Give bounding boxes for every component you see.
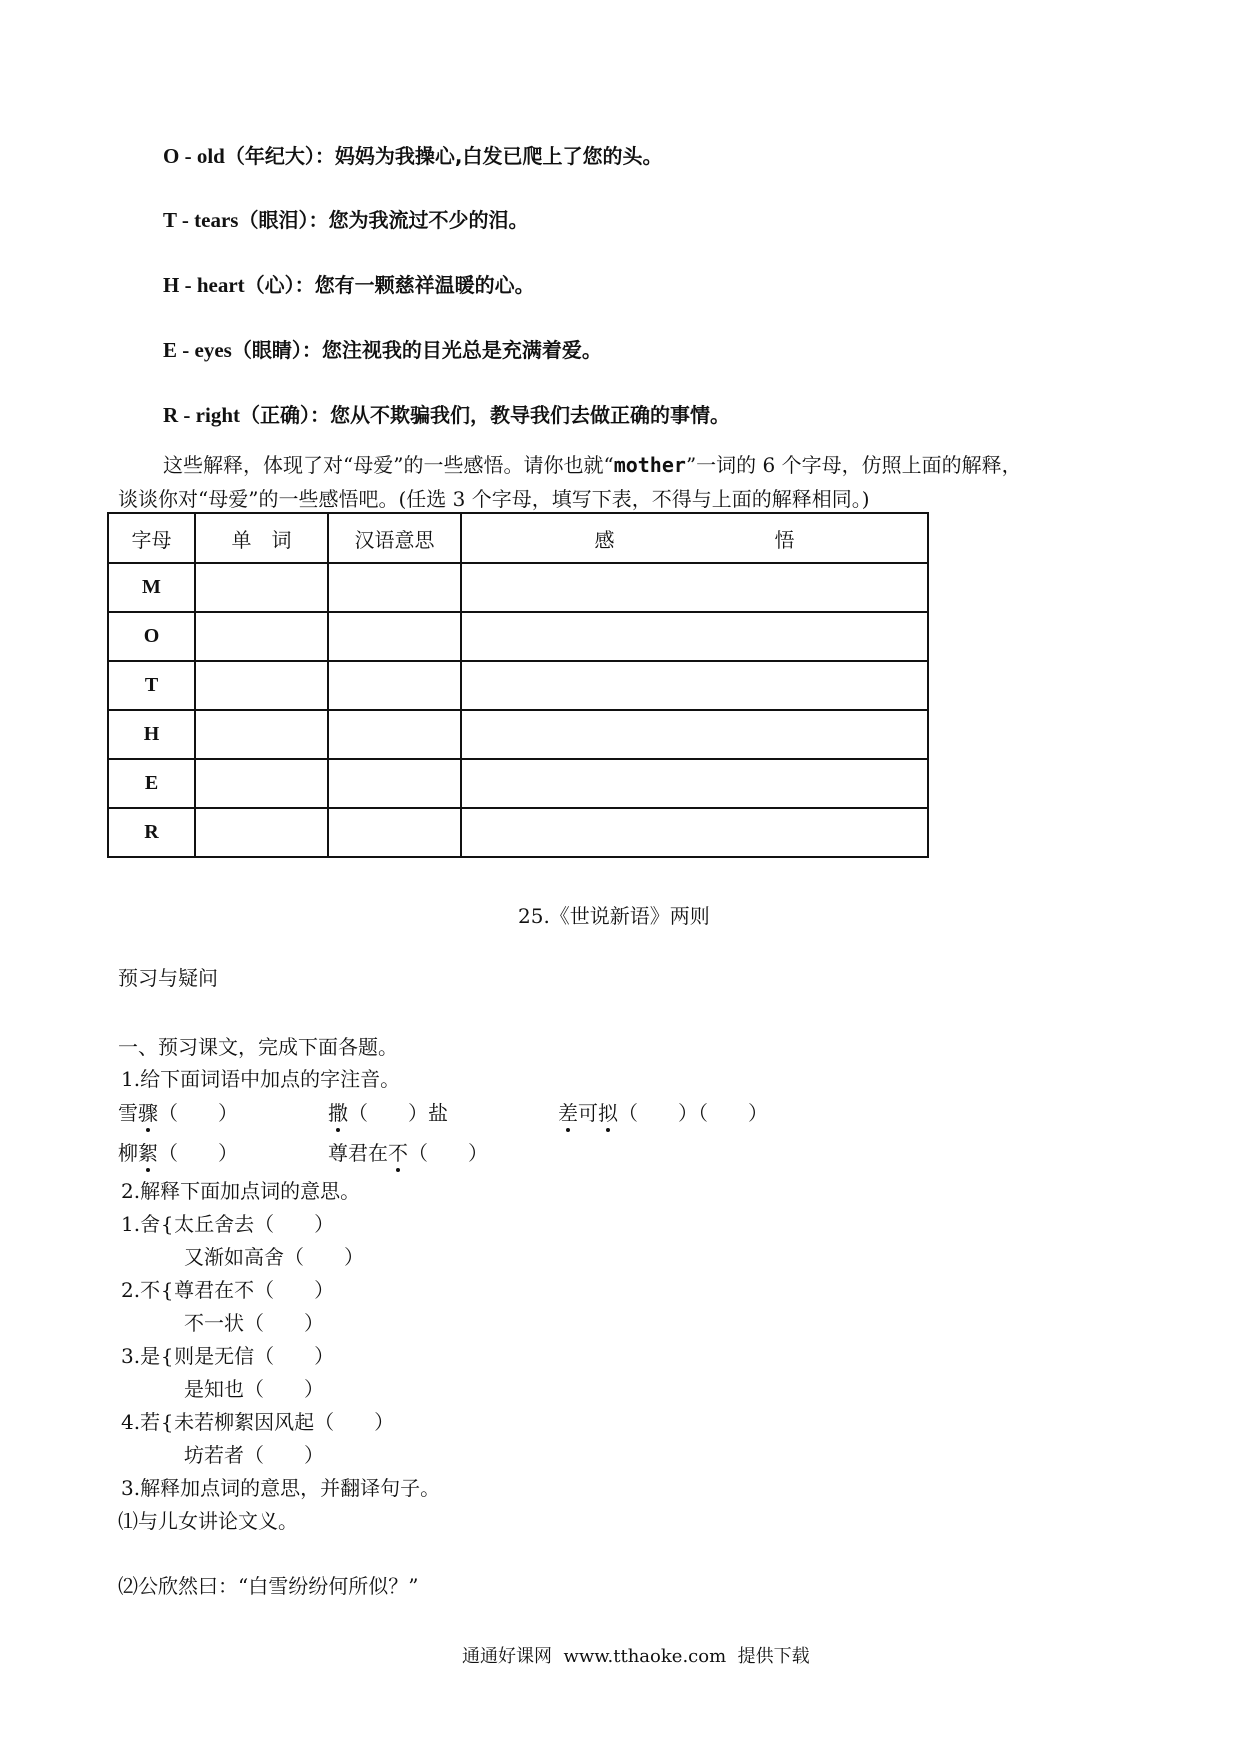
header-letter: 字母 xyxy=(108,513,195,563)
dotted-char: 差 xyxy=(558,1097,578,1126)
meaning-cell[interactable] xyxy=(328,808,461,857)
insight-cell[interactable] xyxy=(461,661,928,710)
table-row xyxy=(108,710,928,759)
q3-item-1: ⑴与儿女讲论文义。 xyxy=(118,1509,298,1533)
row-letter: T xyxy=(108,661,195,710)
meaning-cell[interactable] xyxy=(328,661,461,710)
q2-item-4a: 4.若{未若柳絮因风起（ ） xyxy=(121,1410,395,1434)
acrostic-word: old xyxy=(196,144,225,168)
mother-table xyxy=(107,512,929,858)
insight-cell[interactable] xyxy=(461,759,928,808)
dotted-char: 拟 xyxy=(598,1097,618,1126)
insight-cell[interactable] xyxy=(461,612,928,661)
row-letter: H xyxy=(108,710,195,759)
dotted-char: 撒 xyxy=(328,1097,348,1126)
dotted-char: 絮 xyxy=(138,1137,158,1166)
acrostic-text: ：妈妈为我操心,白发已爬上了您的头。 xyxy=(314,144,663,168)
q2-item-1b: 又渐如高舍（ ） xyxy=(184,1245,364,1269)
keyword-mother: mother xyxy=(613,453,686,477)
word-cell[interactable] xyxy=(195,710,328,759)
acrostic-letter: T xyxy=(163,208,177,232)
acrostic-word: right xyxy=(195,403,240,427)
acrostic-word: heart xyxy=(196,273,245,297)
table-row xyxy=(108,661,928,710)
acrostic-text: ：您有一颗慈祥温暖的心。 xyxy=(294,273,535,297)
table-row xyxy=(108,563,928,612)
pinyin-item-1: 雪骤（ ） xyxy=(118,1097,238,1126)
acrostic-meaning: （心） xyxy=(244,273,295,297)
acrostic-line-e: E - eyes（眼睛）：您注视我的目光总是充满着爱。 xyxy=(163,338,602,362)
pinyin-item-4: 柳絮（ ） xyxy=(118,1137,238,1166)
acrostic-letter: H xyxy=(163,273,180,297)
word-cell[interactable] xyxy=(195,612,328,661)
acrostic-letter: R xyxy=(163,403,179,427)
acrostic-meaning: （正确） xyxy=(240,403,310,427)
dotted-char: 不 xyxy=(388,1137,408,1166)
header-meaning: 汉语意思 xyxy=(328,513,461,563)
q3-item-2: ⑵公欣然曰：“白雪纷纷何所似？” xyxy=(118,1574,419,1598)
instruction-line-2: 谈谈你对“母爱”的一些感悟吧。(任选 3 个字母，填写下表，不得与上面的解释相同。) xyxy=(118,487,870,511)
q2-item-2a: 2.不{尊君在不（ ） xyxy=(121,1278,335,1302)
q2-sub: 2.解释下面加点词的意思。 xyxy=(121,1179,361,1203)
pinyin-item-5: 尊君在不（ ） xyxy=(328,1137,488,1166)
row-letter: M xyxy=(108,563,195,612)
header-insight: 感 悟 xyxy=(461,513,928,563)
word-cell[interactable] xyxy=(195,808,328,857)
lesson-title: 25.《世说新语》两则 xyxy=(518,904,710,928)
acrostic-word: eyes xyxy=(194,338,232,362)
row-letter: O xyxy=(108,612,195,661)
q3-sub: 3.解释加点词的意思，并翻译句子。 xyxy=(121,1476,441,1500)
meaning-cell[interactable] xyxy=(328,612,461,661)
acrostic-meaning: （年纪大） xyxy=(224,144,315,168)
acrostic-text: ：您为我流过不少的泪。 xyxy=(308,208,529,232)
pinyin-item-2: 撒（ ）盐 xyxy=(328,1097,448,1126)
acrostic-line-r: R - right（正确）：您从不欺骗我们，教导我们去做正确的事情。 xyxy=(163,403,730,427)
q2-item-2b: 不一状（ ） xyxy=(184,1311,324,1335)
acrostic-text: ：您注视我的目光总是充满着爱。 xyxy=(301,338,602,362)
word-cell[interactable] xyxy=(195,563,328,612)
acrostic-meaning: （眼泪） xyxy=(238,208,309,232)
word-cell[interactable] xyxy=(195,661,328,710)
table-header-row xyxy=(108,513,928,563)
meaning-cell[interactable] xyxy=(328,710,461,759)
meaning-cell[interactable] xyxy=(328,759,461,808)
acrostic-meaning: （眼睛） xyxy=(231,338,302,362)
section-heading: 预习与疑问 xyxy=(118,966,218,990)
acrostic-line-o: O - old（年纪大）：妈妈为我操心,白发已爬上了您的头。 xyxy=(163,144,663,168)
word-cell[interactable] xyxy=(195,759,328,808)
row-letter: E xyxy=(108,759,195,808)
meaning-cell[interactable] xyxy=(328,563,461,612)
insight-cell[interactable] xyxy=(461,563,928,612)
pinyin-item-3: 差可拟（ ）（ ） xyxy=(558,1097,768,1126)
q1-sub: 1.给下面词语中加点的字注音。 xyxy=(121,1067,401,1091)
footer: 通通好课网 www.tthaoke.com 提供下载 xyxy=(462,1646,810,1667)
acrostic-word: tears xyxy=(194,208,239,232)
acrostic-letter: E xyxy=(163,338,178,362)
instruction-line-1: 这些解释，体现了对“母爱”的一些感悟。请你也就“mother”一词的 6 个字母，仿照上面的解释， xyxy=(163,453,1022,477)
table-row xyxy=(108,759,928,808)
insight-cell[interactable] xyxy=(461,710,928,759)
table-row xyxy=(108,612,928,661)
header-word: 单 词 xyxy=(195,513,328,563)
table-row xyxy=(108,808,928,857)
q1-heading: 一、预习课文，完成下面各题。 xyxy=(118,1035,398,1059)
q2-item-3a: 3.是{则是无信（ ） xyxy=(121,1344,335,1368)
q2-item-4b: 坊若者（ ） xyxy=(184,1443,324,1467)
acrostic-line-h: H - heart（心）：您有一颗慈祥温暖的心。 xyxy=(163,273,535,297)
q2-item-1a: 1.舍{太丘舍去（ ） xyxy=(121,1212,335,1236)
insight-cell[interactable] xyxy=(461,808,928,857)
acrostic-line-t: T - tears（眼泪）：您为我流过不少的泪。 xyxy=(163,208,529,232)
q2-item-3b: 是知也（ ） xyxy=(184,1377,324,1401)
dotted-char: 骤 xyxy=(138,1097,158,1126)
acrostic-text: ：您从不欺骗我们，教导我们去做正确的事情。 xyxy=(310,403,730,427)
acrostic-letter: O xyxy=(163,144,180,168)
row-letter: R xyxy=(108,808,195,857)
